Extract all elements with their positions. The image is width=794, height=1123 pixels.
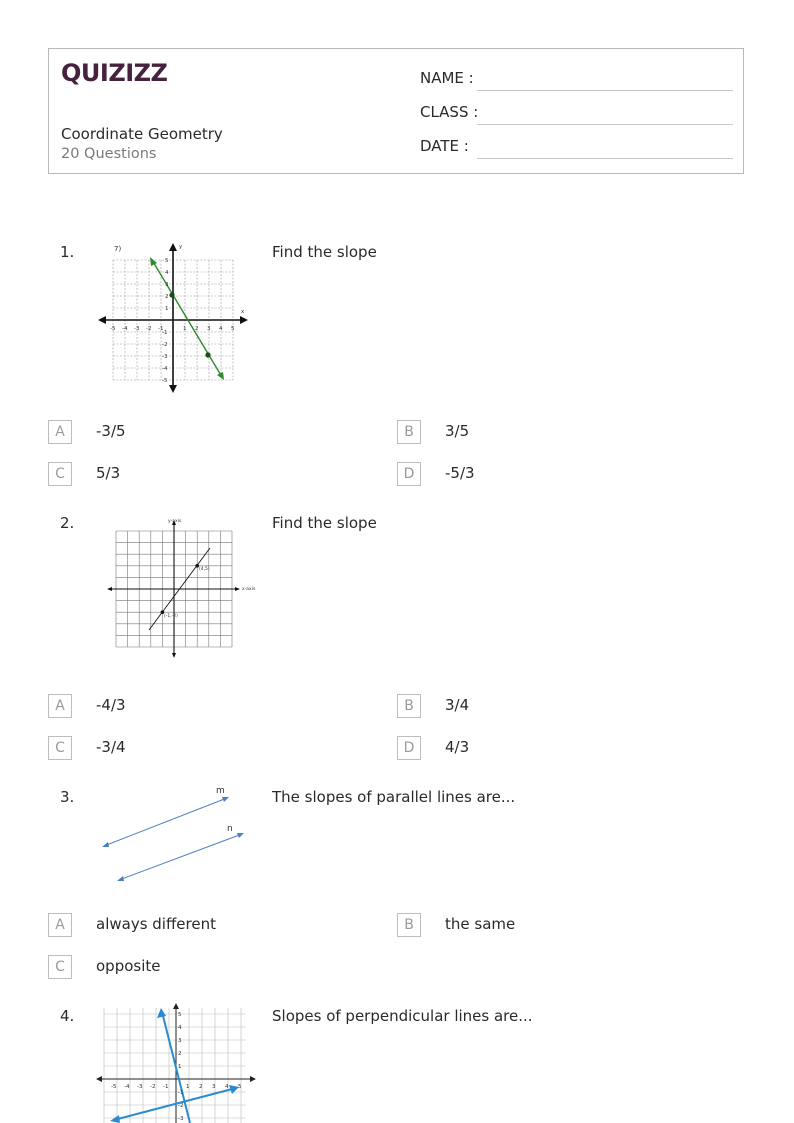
svg-text:-1: -1 [163,1084,169,1090]
worksheet-header [48,48,744,174]
svg-text:-3: -3 [162,354,168,360]
svg-text:-3: -3 [137,1084,143,1090]
option-letter: A [48,913,72,937]
option-b[interactable] [397,694,697,718]
svg-text:-5: -5 [111,1084,117,1090]
svg-text:-4: -4 [162,366,168,372]
svg-text:1: 1 [165,306,169,312]
svg-text:-4: -4 [122,326,128,332]
question-number: 2. [60,514,75,532]
svg-text:-1: -1 [158,326,164,332]
svg-text:-2: -2 [150,1084,156,1090]
q2-slope-graph [106,516,256,661]
svg-text:5: 5 [231,326,235,332]
q4-perpendicular-lines [94,1000,260,1123]
svg-text:3: 3 [212,1084,216,1090]
y-axis-label: y-axis [168,519,182,524]
class-field[interactable] [420,101,733,125]
q1-slope-graph [98,240,250,395]
name-label: NAME : [420,69,474,87]
option-text: -5/3 [445,464,475,482]
option-text: 3/5 [445,422,470,440]
svg-text:-5: -5 [162,378,168,384]
option-letter: B [397,420,421,444]
point-label: (4,5) [199,567,210,572]
option-letter: B [397,913,421,937]
option-letter: C [48,955,72,979]
option-letter: B [397,694,421,718]
option-text: 3/4 [445,696,470,714]
svg-text:-2: -2 [146,326,152,332]
svg-text:5: 5 [238,1084,242,1090]
option-letter: D [397,462,421,486]
option-d[interactable] [397,462,697,486]
question-text: Slopes of perpendicular lines are... [272,1007,533,1025]
x-axis-label: x-axis [242,587,256,592]
svg-text:2: 2 [199,1084,203,1090]
option-letter: C [48,462,72,486]
svg-text:4: 4 [225,1084,229,1090]
quizizz-logo: QUIZIZZ [61,59,168,87]
option-c[interactable] [48,736,348,760]
line-n-label: n [227,824,233,834]
option-c[interactable] [48,462,348,486]
svg-text:5: 5 [178,1012,182,1018]
svg-text:-2: -2 [162,342,168,348]
q3-parallel-lines [96,782,252,886]
date-field[interactable] [420,135,733,159]
svg-text:5: 5 [165,258,169,264]
y-axis-label: y [179,244,183,250]
svg-text:-3: -3 [134,326,140,332]
svg-text:-1: -1 [178,1090,184,1096]
option-d[interactable] [397,736,697,760]
point-label: (-1,-2) [164,614,178,619]
name-line[interactable] [477,90,733,91]
figure-label: 7) [114,245,122,253]
svg-text:3: 3 [207,326,211,332]
question-text: Find the slope [272,243,377,261]
option-letter: A [48,694,72,718]
option-a[interactable] [48,420,348,444]
svg-text:3: 3 [165,282,169,288]
svg-text:2: 2 [178,1051,182,1057]
option-text: 5/3 [96,464,121,482]
question-number: 1. [60,243,75,261]
option-c[interactable] [48,955,348,979]
name-field[interactable] [420,67,733,91]
svg-text:2: 2 [165,294,169,300]
question-count: 20 Questions [61,146,157,162]
x-axis-label: x [241,309,245,315]
option-a[interactable] [48,913,348,937]
svg-text:-5: -5 [110,326,116,332]
date-line[interactable] [477,158,733,159]
date-label: DATE : [420,137,469,155]
class-line[interactable] [477,124,733,125]
svg-text:3: 3 [178,1038,182,1044]
option-text: -4/3 [96,696,126,714]
option-text: the same [445,915,516,933]
option-text: 4/3 [445,738,470,756]
question-text: Find the slope [272,514,377,532]
option-text: -3/5 [96,422,126,440]
line-m-label: m [216,786,225,796]
svg-text:1: 1 [186,1084,190,1090]
option-text: always different [96,915,216,933]
option-letter: A [48,420,72,444]
svg-text:4: 4 [178,1025,182,1031]
option-text: opposite [96,957,161,975]
class-label: CLASS : [420,103,479,121]
svg-text:-1: -1 [162,330,168,336]
option-b[interactable] [397,420,697,444]
svg-text:-4: -4 [124,1084,130,1090]
worksheet-title: Coordinate Geometry [61,125,223,143]
option-text: -3/4 [96,738,126,756]
svg-text:-2: -2 [178,1103,184,1109]
option-a[interactable] [48,694,348,718]
question-number: 4. [60,1007,75,1025]
svg-text:2: 2 [195,326,199,332]
option-b[interactable] [397,913,697,937]
option-letter: D [397,736,421,760]
svg-text:4: 4 [219,326,223,332]
question-number: 3. [60,788,75,806]
svg-text:-3: -3 [178,1116,184,1122]
question-text: The slopes of parallel lines are... [272,788,516,806]
svg-text:1: 1 [183,326,187,332]
svg-text:1: 1 [178,1064,182,1070]
option-letter: C [48,736,72,760]
svg-text:4: 4 [165,270,169,276]
